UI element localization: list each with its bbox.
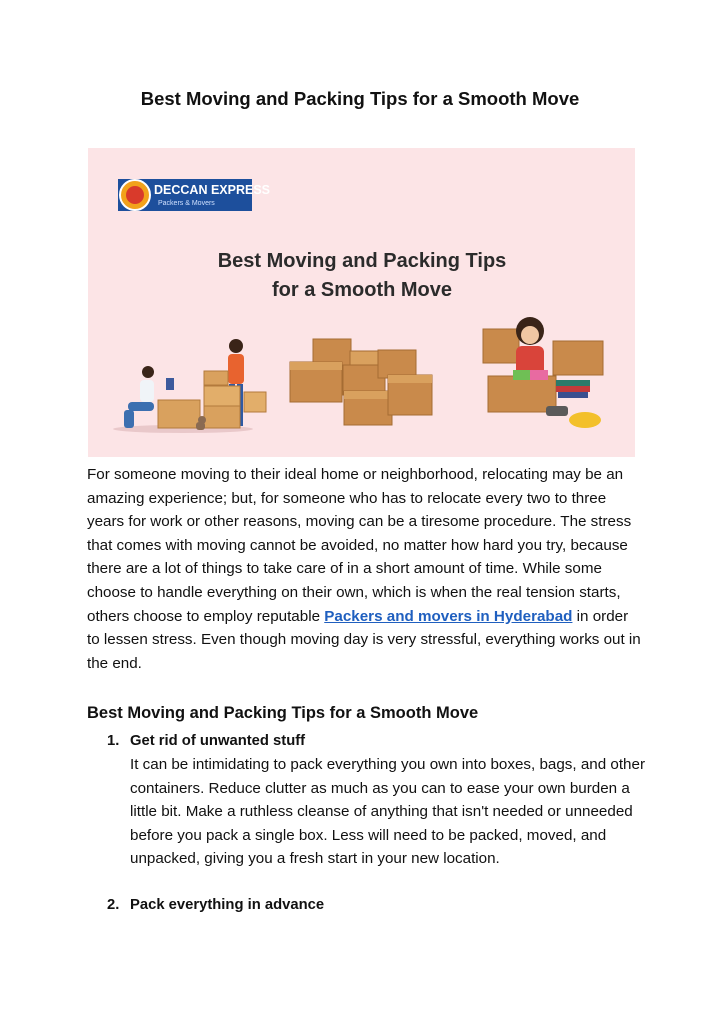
section-heading: Best Moving and Packing Tips for a Smooth Move [87, 704, 479, 722]
tip-item [87, 730, 647, 871]
packing-girl-illustration [483, 317, 603, 428]
tip-number: 2. [107, 896, 120, 913]
hero-banner-image [88, 148, 635, 457]
packers-movers-hyderabad-link[interactable]: Packers and movers in Hyderabad [324, 607, 573, 625]
box-pile-illustration [290, 339, 432, 425]
hero-heading-line1: Best Moving and Packing Tips [217, 250, 507, 272]
tip-number: 1. [107, 733, 120, 749]
tip-title: Get rid of unwanted stuff [130, 733, 306, 749]
logo-brand-text: DECCAN EXPRESS [154, 183, 270, 197]
tip-item [87, 894, 647, 917]
movers-illustration [113, 339, 266, 433]
logo-sub-text: Packers & Movers [158, 200, 215, 207]
page-title: Best Moving and Packing Tips for a Smooth Move [140, 88, 580, 109]
intro-text-before: For someone moving to their ideal home or neighborhood, relocating may be an amazing experience; but, for someone who has to relocate every two to three years for work or other reasons, moving can be a tiresome procedure. The stress that comes with moving cannot be avoided, no matter how hard you try, because there are a lot of things to take care of in a short amount of time. While some choose to handle everything on their own, which is when the real tension starts, others choose to employ reputable [87, 466, 632, 625]
tips-list [87, 730, 647, 917]
company-logo [118, 179, 270, 211]
intro-paragraph [87, 463, 642, 675]
intro-text-after: in order to lessen stress. Even though moving day is very stressful, everything works out in the end. [87, 607, 641, 672]
tip-title: Pack everything in advance [130, 896, 325, 913]
tip-body: It can be intimidating to pack everything you own into boxes, bags, and other containers. Reduce clutter as much as you can to ease your own burden a little bit. Make a ruthless cleanse of anything that isn't needed or unneeded before you pack a single box. Less will need to be packed, moved, and unpacked, giving you a fresh start in your new location. [130, 756, 646, 868]
hero-heading-line2: for a Smooth Move [271, 279, 453, 301]
